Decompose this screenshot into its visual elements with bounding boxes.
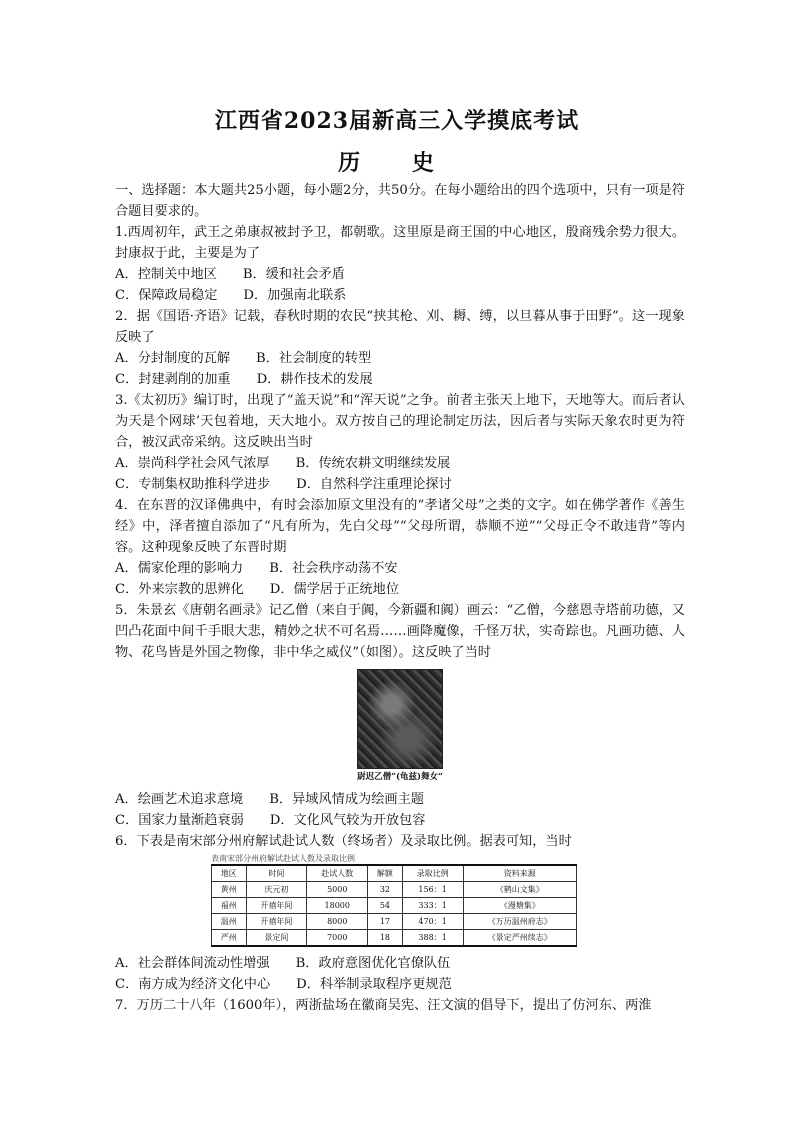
- option-c: C．国家力量渐趋衰弱: [115, 813, 244, 828]
- exam-subject: 历 史: [338, 150, 456, 176]
- option-a: A．儒家伦理的影响力: [115, 561, 244, 576]
- option-b: B．异域风情成为绘画主题: [269, 792, 424, 807]
- option-b: B．缓和社会矛盾: [242, 267, 345, 282]
- table-cell: 7000: [307, 930, 368, 947]
- table-header-cell: 录取比例: [402, 865, 463, 882]
- option-b: B．政府意图优化官僚队伍: [295, 956, 451, 971]
- painting-figure: [115, 669, 685, 783]
- table-cell: 《万历温州府志》: [463, 914, 576, 930]
- table-cell: 庆元初: [246, 882, 307, 898]
- question-3: [115, 390, 685, 495]
- figure-caption: 尉迟乙僧“(龟兹)舞女”: [357, 772, 443, 782]
- option-row: [115, 810, 685, 831]
- option-row: [115, 558, 685, 579]
- option-row: [115, 974, 685, 995]
- option-row: [115, 348, 685, 369]
- table-row: [212, 898, 577, 914]
- option-a: A．绘画艺术追求意境: [115, 792, 244, 807]
- table-row: [212, 930, 577, 947]
- exam-table: [211, 854, 577, 947]
- table-cell: 333：1: [402, 898, 463, 914]
- option-d: D．儒学居于正统地位: [269, 582, 400, 597]
- table-cell: 5000: [307, 882, 368, 898]
- table-cell: 17: [368, 914, 403, 930]
- option-row: [115, 474, 685, 495]
- option-c: C．封建剥削的加重: [115, 372, 231, 387]
- table-row: [212, 914, 577, 930]
- option-row: [115, 285, 685, 306]
- table-cell: 黄州: [212, 882, 247, 898]
- table-cell: 福州: [212, 898, 247, 914]
- option-d: D．自然科学注重理论探讨: [296, 477, 452, 492]
- table-cell: 开禧年间: [246, 914, 307, 930]
- table-caption: 表南宋部分州府解试赴试人数及录取比例: [211, 854, 355, 863]
- question-stem: 2．据《国语·齐语》记载，春秋时期的农民“挟其枪、刈、耨、缚，以旦暮从事于田野”。这一现象反映了: [115, 309, 685, 345]
- question-stem: 1.西周初年，武王之弟康叔被封予卫，都朝歌。这里原是商王国的中心地区，殷商残余势力很大。封康叔于此，主要是为了: [115, 225, 685, 261]
- option-d: D．科举制录取程序更规范: [296, 977, 452, 992]
- table-cell: 开禧年间: [246, 898, 307, 914]
- option-b: B．社会制度的转型: [256, 351, 372, 366]
- option-c: C．专制集权助推科学进步: [115, 477, 271, 492]
- question-stem: 5．朱景玄《唐朝名画录》记乙僧（来自于阗，今新疆和阗）画云：“乙僧，今慈恩寺塔前功德，又凹凸花面中间千手眼大悲，精妙之状不可名焉……画降魔像，千怪万状，实奇踪也。凡画功德、人物、花鸟皆是外国之物像，非中华之威仪”（如图）。这反映了当时: [115, 603, 685, 660]
- option-row: [115, 369, 685, 390]
- option-row: [115, 579, 685, 600]
- question-4: [115, 495, 685, 600]
- table-header-cell: 赴试人数: [307, 865, 368, 882]
- exam-title: 江西省2023届新高三入学摸底考试: [214, 108, 580, 134]
- question-5: [115, 600, 685, 831]
- table-header-cell: 解额: [368, 865, 403, 882]
- option-c: C．保障政局稳定: [115, 288, 218, 303]
- option-row: [115, 453, 685, 474]
- question-7: [115, 995, 685, 1016]
- question-1: [115, 222, 685, 306]
- table-cell: 《景定严州续志》: [463, 930, 576, 947]
- option-d: D．文化风气较为开放包容: [269, 813, 426, 828]
- question-stem: 3.《太初历》编订时，出现了“盖天说”和“浑天说”之争。前者主张天上地下，天地等大。而后者认为天是个网球’天包着地，天大地小。双方按自己的理论制定历法，因后者与实际天象农时更为符合，被汉武帝采纳。这反映出当时: [115, 393, 685, 450]
- question-stem: 4．在东晋的汉译佛典中，有时会添加原文里没有的“孝诸父母”之类的文字。如在佛学著作《善生经》中，泽者擅自添加了“凡有所为，先白父母”“父母所谓，恭顺不逆”“父母正令不敢违背”等内容。这种现象反映了东晋时期: [115, 498, 685, 555]
- option-a: A．分封制度的瓦解: [115, 351, 231, 366]
- option-c: C．南方成为经济文化中心: [115, 977, 271, 992]
- option-b: B．传统农耕文明继续发展: [295, 456, 451, 471]
- option-row: [115, 264, 685, 285]
- table-cell: 温州: [212, 914, 247, 930]
- dancer-painting-image: [357, 669, 443, 769]
- table-header-cell: 时间: [246, 865, 307, 882]
- question-stem: 7．万历二十八年（1600年），两浙盐场在徽商吴宪、汪文演的倡导下，提出了仿河东、两淮: [115, 998, 652, 1013]
- table-cell: 18: [368, 930, 403, 947]
- option-d: D．耕作技术的发展: [256, 372, 373, 387]
- table-cell: 470：1: [402, 914, 463, 930]
- table-cell: 54: [368, 898, 403, 914]
- data-table: [211, 864, 577, 947]
- table-header-cell: 资料来源: [463, 865, 576, 882]
- table-row: [212, 882, 577, 898]
- exam-content: [115, 180, 685, 1016]
- option-a: A．控制关中地区: [115, 267, 217, 282]
- table-cell: 《鹤山文集》: [463, 882, 576, 898]
- option-a: A．社会群体间流动性增强: [115, 956, 270, 971]
- table-cell: 388：1: [402, 930, 463, 947]
- table-cell: 8000: [307, 914, 368, 930]
- option-row: [115, 789, 685, 810]
- question-2: [115, 306, 685, 390]
- option-row: [115, 953, 685, 974]
- question-6: [115, 831, 685, 995]
- table-cell: 严州: [212, 930, 247, 947]
- option-a: A．崇尚科学社会风气浓厚: [115, 456, 270, 471]
- table-header-cell: 地区: [212, 865, 247, 882]
- table-cell: 景定间: [246, 930, 307, 947]
- table-header-row: [212, 865, 577, 882]
- table-cell: 32: [368, 882, 403, 898]
- option-d: D．加强南北联系: [243, 288, 347, 303]
- option-b: B．社会秩序动荡不安: [269, 561, 398, 576]
- question-stem: 6．下表是南宋部分州府解试赴试人数（终场者）及录取比例。据表可知，当时: [115, 834, 572, 849]
- section-intro: 一、选择题：本大题共25小题，每小题2分，共50分。在每小题给出的四个选项中，只有一项是符合题目要求的。: [115, 183, 685, 219]
- option-c: C．外来宗教的思辨化: [115, 582, 244, 597]
- table-cell: 《漫塘集》: [463, 898, 576, 914]
- table-cell: 156：1: [402, 882, 463, 898]
- table-cell: 18000: [307, 898, 368, 914]
